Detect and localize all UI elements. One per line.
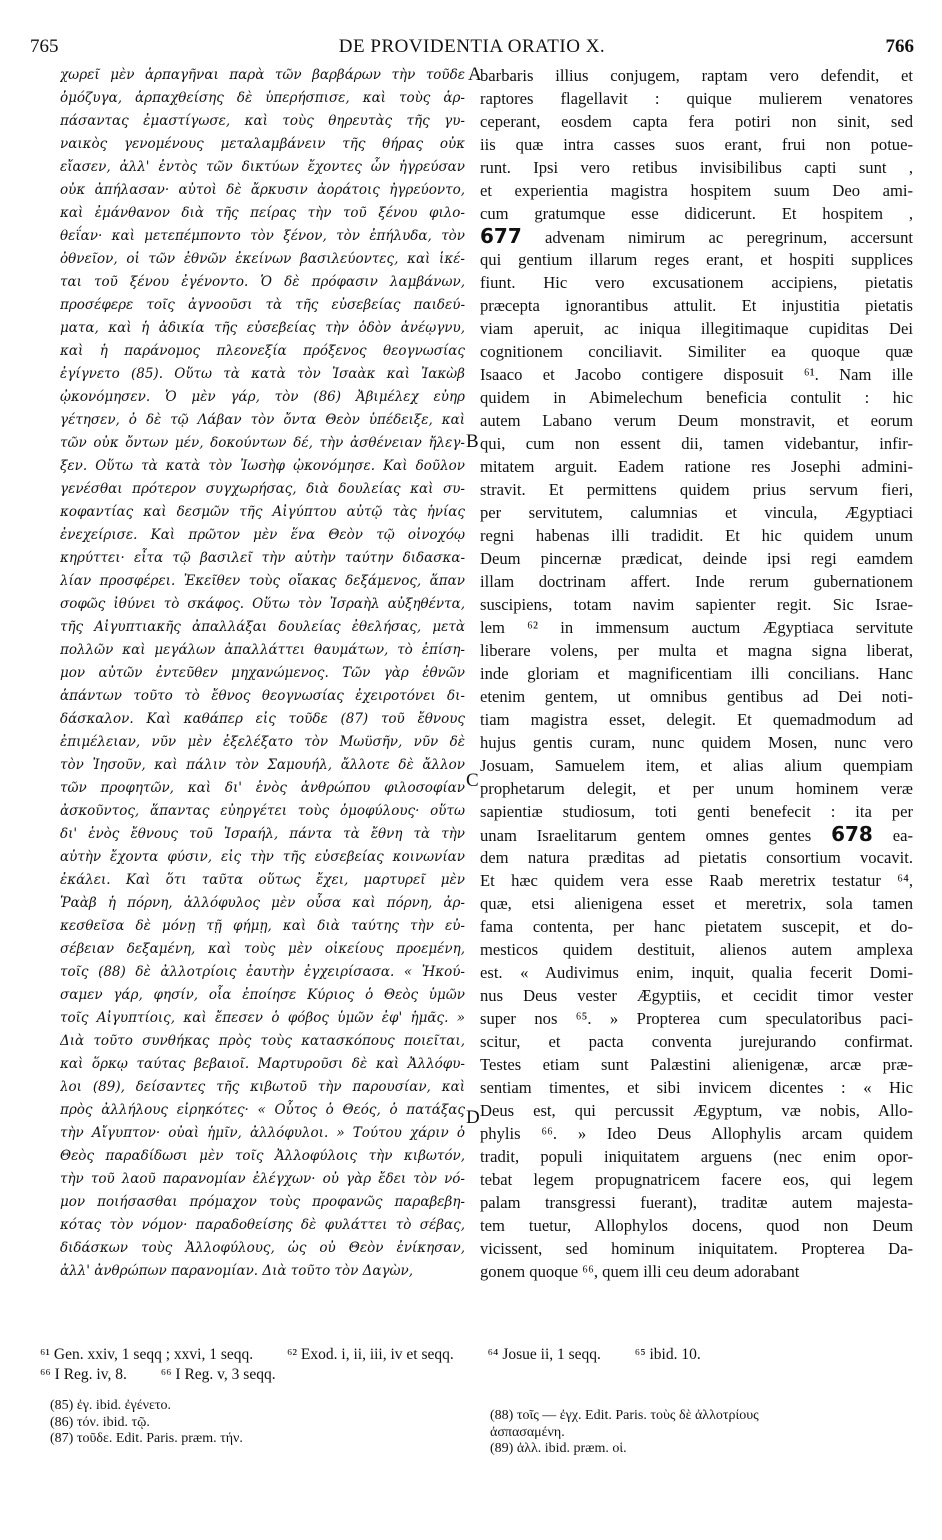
greek-text-line: χωρεῖ μὲν ἁρπαγῆναι παρὰ τῶν βαρβάρων τὴν τοῦδε [60,67,465,83]
greek-text-line: καὶ ἡ παράνομος πλεονεξία πρόξενος θεογνωσίας [60,343,465,359]
greek-text-line: γέτησεν, ὁ δὲ τῷ Λάβαν τὸν ὄντα Θεὸν ὑπέδειξε, καὶ [60,412,465,428]
latin-text-line: nus Deus vester Ægyptiis, et cecidit timor vester [480,986,913,1005]
greek-text-line: ματα, καὶ ἡ ἀδικία τῆς εὐσεβείας τὴν ὁδὸν ἀνέῳγνυ, [60,320,465,336]
greek-text-line: Διὰ τοῦτο συνθήκας πρὸς τοὺς κατασκόπους ποιεῖται, [60,1033,465,1049]
greek-text-line: κότας τὸν νόμον· παραδοθείσης δὲ φυλάττει τὸ σέβας, [60,1217,465,1233]
latin-text-line: stravit. Et permittens quidem prius servum fieri, [480,480,913,499]
latin-text-line: tradit, populi iniquitatem arguens (nec enim opor- [480,1147,913,1166]
latin-text-line: fama contenta, per hanc pietatem suscepit, et do- [480,917,913,936]
variant-note: (87) τοῦδε. Edit. Paris. præm. τήν. [50,1431,243,1446]
greek-text-line: ὁμόζυγα, ἁρπαχθείσης δὲ ὑπερήσπισε, καὶ τοὺς ἁρ- [60,90,465,106]
variant-note: (89) ἀλλ. ibid. præm. οἱ. [490,1441,627,1456]
latin-text-line: inde gloriam et magnificentiam illi concilians. Hanc [480,664,913,683]
latin-text-line: liberare volens, per multa et magna signa liberat, [480,641,913,660]
greek-text-line: τὴν Αἴγυπτον· οὐαὶ ἡμῖν, ἀλλόφυλοι. » Τούτου χάριν ὁ [60,1125,465,1141]
variant-notes-left [50,1398,430,1448]
greek-text-line: μον ποιήσασθαι πρόμαχον τοὺς προφανῶς παραβεβη- [60,1194,465,1210]
latin-text-line: autem Labano verum Deum monstravit, et eorum [480,411,913,430]
greek-text-line: καὶ ὅρκῳ ταύτας βεβαιοῖ. Μαρτυροῦσι δὲ καὶ Ἀλλόφυ- [60,1056,465,1072]
latin-text-line: dem natura præditas ad pietatis consortium vocavit. [480,848,913,867]
latin-text-line: raptores flagellavit : quique mulierem venatores [480,89,913,108]
page-number-right: 766 [885,36,914,57]
latin-text-line: 677 advenam nimirum ac peregrinum, accersunt [480,225,913,248]
latin-text-line: Et hæc quidem vera esse Raab meretrix testatur ⁶⁴, [480,871,913,890]
greek-text-line: διδάσκων τοὺς Ἀλλοφύλους, ὡς οὐ Θεὸν ἐνίκησαν, [60,1240,465,1256]
latin-text-line: præcepta ignorantibus attulit. Et injustitia pietatis [480,296,913,315]
greek-text-line: σαμεν γάρ, φησίν, οἷα ἐποίησε Κύριος ὁ Θεὸς ὑμῶν [60,987,465,1003]
greek-text-line: πρὸς ἀλλήλους εἰρηκότες· « Οὗτος ὁ Θεός, ὁ πατάξας [60,1102,465,1118]
greek-text-line: αὐτὴν ἔχοντα φύσιν, εἰς τὴν τῆς εὐσεβείας κοινωνίαν [60,849,465,865]
latin-text-line: mesticos quidem destituit, alienos autem amplexa [480,940,913,959]
greek-text-line: Θεὸς παραδίδωσι μὲν τοῖς Ἀλλοφύλοις τὴν κιβωτόν, [60,1148,465,1164]
latin-text-line: vicissent, sed hominum iniquitatem. Propterea Da- [480,1239,913,1258]
latin-text-line: quæ, etsi alienigena esset et meretrix, sola tamen [480,894,913,913]
footnote: ⁶² Exod. i, ii, iii, iv et seqq. [287,1346,454,1363]
latin-text-line: tebat legem propugnatricem facere eos, qui legem [480,1170,913,1189]
greek-text-line: δάσκαλον. Καὶ καθάπερ εἰς τοῦδε (87) τοῦ ἔθνους [60,711,465,727]
greek-text-line: λίαν προσφέρει. Ἐκεῖθεν τοὺς οἴακας δεξάμενος, ἅπαν [60,573,465,589]
greek-text-line: πολλῶν καὶ μεγάλων ἀπαλλάττει θαυμάτων, τὸ ἐπίση- [60,642,465,658]
footnote: ⁶⁶ I Reg. v, 3 seqq. [160,1366,276,1383]
latin-text-line: sapientiæ studiosum, toti genti benefecit : ita per [480,802,913,821]
variant-notes-right [490,1408,920,1458]
latin-text-line: cum gratumque esse didicerunt. Et hospitem , [480,204,913,223]
latin-text-line: phylis ⁶⁶. » Ideo Deus Allophylis arcam quidem [480,1124,913,1143]
latin-text-line: super nos ⁶⁵. » Propterea cum speculatoribus paci- [480,1009,913,1028]
latin-text-line: suscipiens, totam navim sapienter regit. Sic Israe- [480,595,913,614]
greek-text-line: καὶ ἐμάνθανον διὰ τῆς πείρας τὴν τοῦ ξένου φιλο- [60,205,465,221]
latin-text-line: hujus gentis curam, nunc quidem Mosen, nunc vero [480,733,913,752]
greek-text-line: Ῥαὰβ ἡ πόρνη, ἀλλόφυλος μὲν οὖσα καὶ πόρνη, ἀρ- [60,895,465,911]
latin-text-line: iis quæ intra casses suos erant, frui non potue- [480,135,913,154]
latin-text-line: fiunt. Hic vero excusationem accipiens, pietatis [480,273,913,292]
greek-text-line: ἐγίγνετο (85). Οὕτω τὰ κατὰ τὸν Ἰσαὰκ καὶ Ἰακὼβ [60,366,465,382]
greek-text-line: προσέφερε τοῖς ἀγνοοῦσι τὰ τῆς εὐσεβείας παιδεύ- [60,297,465,313]
footnote: ⁶⁴ Josue ii, 1 seqq. [487,1346,601,1363]
greek-text-line: μον αὐτῶν ἐντεῦθεν μηχανώμενος. Τῶν γὰρ ἐθνῶν [60,665,465,681]
greek-text-line: τὴν τοῦ λαοῦ παρανομίαν ἐλέγχων· οὐ γὰρ ἔδει τὸν νό- [60,1171,465,1187]
greek-text-line: λοι (89), δείσαντες τῆς κιβωτοῦ τὴν παρουσίαν, καὶ [60,1079,465,1095]
greek-text-line: σέβειαν δεξαμένη, καὶ τοὺς μὲν οἰκείους προεμένη, [60,941,465,957]
greek-text-line: οὐκ ἀπήλασαν· αὐτοὶ δὲ ἄρκυσιν ἀοράτοις ἠγρεύοντο, [60,182,465,198]
latin-column [480,64,913,1283]
footnote: ⁶⁶ I Reg. iv, 8. [40,1366,127,1383]
latin-text-line: tiam magistra esset, delegit. Et quemadmodum ad [480,710,913,729]
latin-text-line: Deus est, qui percussit Ægyptum, væ nobis, Allo- [480,1101,913,1120]
greek-text-line: κοφαντίας καὶ δεσμῶν τῆς Αἰγύπτου αὐτῷ τὰς ἡνίας [60,504,465,520]
latin-text-line: cognitionem conciliavit. Similiter ea quoque quæ [480,342,913,361]
greek-text-line: κηρύττει· εἶτα τῷ βασιλεῖ τὴν αὐτὴν ταύτην διδασκα- [60,550,465,566]
latin-text-line: prophetarum delegit, et per unum hominem veræ [480,779,913,798]
latin-text-line: est. « Audivimus enim, inquit, qualia fecerit Domi- [480,963,913,982]
greek-text-line: ἐκάλει. Καὶ ὅτι ταῦτα οὕτως ἔχει, μαρτυρεῖ μὲν [60,872,465,888]
latin-text-line: barbaris illius conjugem, raptam vero defendit, et [480,66,913,85]
margin-letter-b: B [466,431,479,452]
latin-text-line: qui, cum non essent dii, tamen videbantur, infir- [480,434,913,453]
latin-text-line: et experientia magistra hospitem suum Deo ami- [480,181,913,200]
greek-text-line: τῶν προφητῶν, καὶ δι' ἑνὸς ἀνθρώπου φιλοσοφίαν [60,780,465,796]
latin-text-line: tem tuetur, Allophylos docens, quod non Deum [480,1216,913,1235]
latin-text-line: Testes etiam sunt Palæstini alienigenæ, arcæ præ- [480,1055,913,1074]
greek-text-line: ναικὸς γενομένους μεταλαμβάνειν τῆς θήρας οὐκ [60,136,465,152]
latin-text-line: lem ⁶² in immensum auctum Ægyptiaca servitute [480,618,913,637]
column-number: 678 [831,823,873,846]
latin-text-line: viam aperuit, ac iniqua illegitimaque cupiditas Dei [480,319,913,338]
greek-text-line: ἀσκοῦντος, ἅπαντας εὐηργέτει τοὺς ὁμοφύλους· οὕτω [60,803,465,819]
column-number: 677 [480,225,522,248]
greek-text-line: τῆς Αἰγυπτιακῆς ἀπαλλάξαι δουλείας ἐθελήσας, μετὰ [60,619,465,635]
greek-text-line: τὸν Ἰησοῦν, καὶ πάλιν τὸν Σαμουήλ, ἄλλοτε δὲ ἄλλον [60,757,465,773]
page-number-left: 765 [30,36,59,57]
latin-text-line: qui gentium illarum reges erant, et hospiti supplices [480,250,913,269]
running-header [30,36,914,60]
greek-text-line: σοφῶς ἰθύνει τὸ σκάφος. Οὕτω τὸν Ἰσραὴλ αὐξηθέντα, [60,596,465,612]
variant-note: ἀσπασαμένη. [490,1424,565,1440]
variant-note: (88) τοῖς — ἐγχ. Edit. Paris. τοὺς δὲ ἀλλοτρίους [490,1408,759,1423]
latin-text-line: runt. Ipsi vero retibus invisibilibus capti sunt , [480,158,913,177]
greek-text-line: πάσαντας ἐμαστίγωσε, καὶ τοὺς θηρευτὰς τῆς γυ- [60,113,465,129]
greek-text-line: ἀλλ' ἀνθρώπων παρανομίαν. Διὰ τοῦτο τὸν Δαγὼν, [60,1263,414,1279]
greek-text-line: ὀθνεῖον, οἱ τῶν ἐθνῶν ἐκείνων βασιλεύοντες, καὶ ἱκέ- [60,251,465,267]
latin-text-line: mitatem arguit. Eadem ratione res Josephi admini- [480,457,913,476]
greek-text-line: τοῖς (88) δὲ ἀλλοτρίοις ἑαυτὴν ἐγχειρίσασα. « Ἠκού- [60,964,465,980]
footnote: ⁶¹ Gen. xxiv, 1 seqq ; xxvi, 1 seqq. [40,1346,254,1363]
variant-note: (86) τόν. ibid. τῷ. [50,1414,150,1430]
latin-text-line: quidem in Abimelechum beneficia contulit : hic [480,388,913,407]
greek-text-line: εἴασεν, ἀλλ' ἐντὸς τῶν δικτύων ἔχοντες ὧν ἠγρεύσαν [60,159,465,175]
latin-text-line: per servitutem, calumnias et vincula, Ægyptiaci [480,503,913,522]
latin-text-line: Isaaco et Jacobo contigere disposuit ⁶¹. Nam ille [480,365,913,384]
margin-letter-c: C [466,770,479,791]
latin-text-line: Deum pincernæ prædicat, deinde ipsi regi eamdem [480,549,913,568]
greek-text-line: ἁπάντων τοῦτο τὸ ἔθνος θεογνωσίας ἐχειροτόνει δι- [60,688,465,704]
greek-text-line: τοῖς Αἰγυπτίοις, καὶ ἔπεσεν ὁ φόβος ὑμῶν ἐφ' ἡμᾶς. » [60,1010,465,1026]
greek-text-line: δι' ἑνὸς ἔθνους τοῦ Ἰσραήλ, πάντα τὰ ἔθνη τὰ τὴν [60,826,465,842]
greek-text-line: ᾠκονόμησεν. Ὁ μὲν γάρ, τὸν (86) Ἀβιμέλεχ εὐηρ [60,389,465,405]
latin-text-line: regni habenas illi tradidit. Et hic quidem unum [480,526,913,545]
greek-text-line: τῶν οὐκ ὄντων μέν, δοκούντων δέ, τὴν ἀσθένειαν ἤλεγ- [60,435,465,451]
latin-text-line: illam doctrinam affert. Inde rerum gubernationem [480,572,913,591]
running-title: DE PROVIDENTIA ORATIO X. [338,36,606,57]
greek-text-line: θεΐαν· καὶ μετεπέμποντο τὸν ξένον, τὸν ἐπήλυδα, τὸν [60,228,465,244]
margin-letter-d: D [466,1107,480,1128]
latin-text-line: gonem quoque ⁶⁶, quem illi ceu deum adorabant [480,1262,800,1281]
greek-column [60,64,465,1283]
latin-text-line: Josuam, Samuelem item, et alias alium quempiam [480,756,913,775]
latin-text-line: unam Israelitarum gentem omnes gentes 678 ea- [480,823,913,846]
footnote-row [40,1345,912,1365]
footnote-row [40,1365,912,1385]
latin-text-line: ceperant, eosdem capta fera potiri non sinit, sed [480,112,913,131]
greek-text-line: ξεν. Οὕτω τὰ κατὰ τὸν Ἰωσὴφ ᾠκονόμησε. Καὶ δοῦλον [60,458,465,474]
latin-text-line: etenim gentem, ut omnibus gentibus ad Dei noti- [480,687,913,706]
greek-text-line: γενέσθαι πρότερον συγχωρήσας, διὰ δουλείας καὶ συ- [60,481,465,497]
footnote: ⁶⁵ ibid. 10. [634,1346,701,1363]
greek-text-line: κεσθεῖσα δὲ μόνῃ τῇ φήμῃ, καὶ διὰ ταύτης τὴν εὐ- [60,918,465,934]
variant-note: (85) ἐγ. ibid. ἐγένετο. [50,1398,171,1413]
greek-text-line: ἐνεχείρισε. Καὶ πρῶτον μὲν ἕνα Θεὸν τῷ οἰνοχόῳ [60,527,465,543]
margin-letter-a: A [468,64,482,85]
latin-text-line: sentiam timentes, et sibi invicem dicentes : « Hic [480,1078,913,1097]
footnotes-references [40,1345,912,1385]
greek-text-line: ται τοῦ ξένου ἐγένοντο. Ὁ δὲ πρόφασιν λαμβάνων, [60,274,465,290]
latin-text-line: scitur, et pacta conventa jurejurando confirmat. [480,1032,913,1051]
greek-text-line: ἐπιμέλειαν, νῦν μὲν ἐξελέξατο τὸν Μωϋσῆν, νῦν δὲ [60,734,465,750]
latin-text-line: palam transgressi fuerant), traditæ autem majesta- [480,1193,913,1212]
